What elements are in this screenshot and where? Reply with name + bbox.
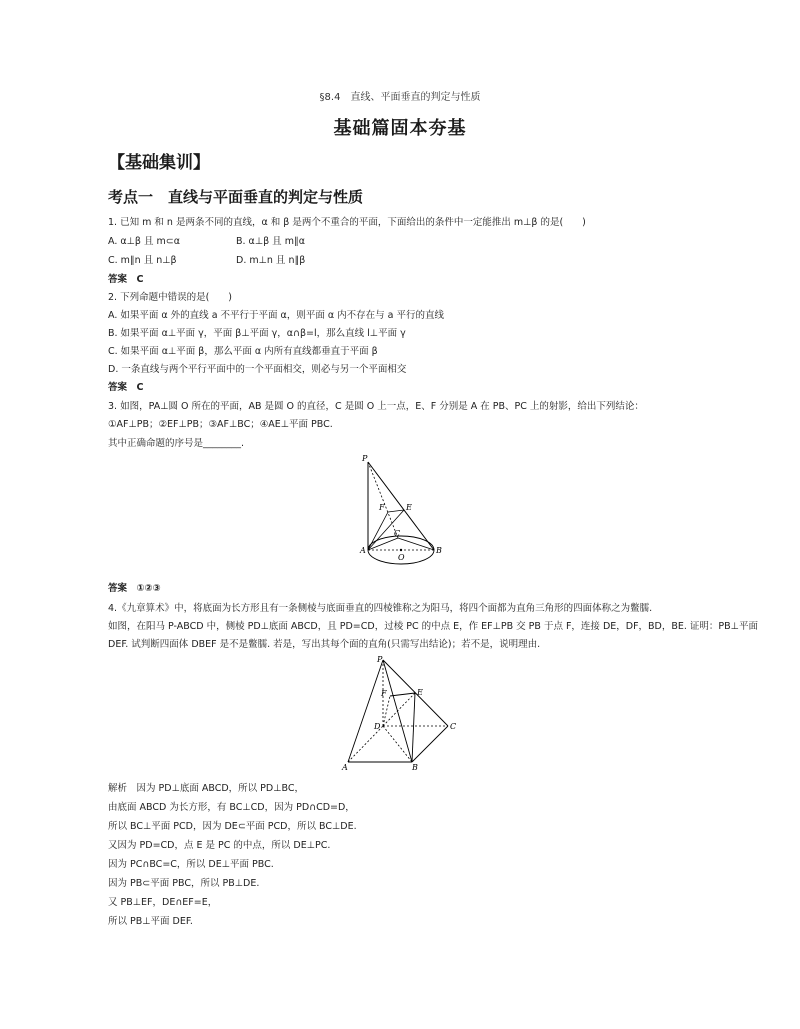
solution-line: 所以 BC⊥平面 PCD，因为 DE⊂平面 PCD，所以 BC⊥DE. [108,821,357,832]
q3-label-b: B [436,546,442,555]
q4-stem-line-1: 4.《九章算术》中，将底面为长方形且有一条侧棱与底面垂直的四棱锥称之为阳马，将四个面都为直角三角形的四面体称之为鳖臑. [108,603,653,614]
q1-answer: 答案 C [108,274,144,285]
q4-label-p: P [377,655,383,664]
q3-label-f: F [379,503,385,512]
q3-label-c: C [394,529,401,538]
solution-line: 解析 因为 PD⊥底面 ABCD，所以 PD⊥BC， [108,783,304,794]
q3-question: 其中正确命题的序号是________. [108,438,245,449]
solution-line: 所以 PB⊥平面 DEF. [108,916,193,927]
q3-label-e: E [406,503,412,512]
q4-label-a: A [342,763,348,772]
q3-conclusions: ①AF⊥PB；②EF⊥PB；③AF⊥BC；④AE⊥平面 PBC. [108,419,333,430]
q3-label-p: P [362,454,368,463]
q3-answer: 答案 ①②③ [108,583,161,594]
q2-answer: 答案 C [108,382,144,393]
q3-label-o: O [398,553,405,562]
q3-stem: 3. 如图，PA⊥圆 O 所在的平面，AB 是圆 O 的直径，C 是圆 O 上一点，E、F 分别是 A 在 PB、PC 上的射影，给出下列结论： [108,401,644,412]
topic-heading: 考点一 直线与平面垂直的判定与性质 [108,188,364,206]
q1-option-c: C. m∥n 且 n⊥β [108,255,177,266]
q4-label-d: D [374,722,381,731]
q2-option-d: D. 一条直线与两个平行平面中的一个平面相交，则必与另一个平面相交 [108,364,407,375]
q1-option-b: B. α⊥β 且 m∥α [236,236,305,247]
q2-option-b: B. 如果平面 α⊥平面 γ，平面 β⊥平面 γ，α∩β=l，那么直线 l⊥平面 γ [108,328,406,339]
solution-line: 因为 PB⊂平面 PBC，所以 PB⊥DE. [108,878,260,889]
q2-option-c: C. 如果平面 α⊥平面 β，那么平面 α 内所有直线都垂直于平面 β [108,346,378,357]
q2-option-a: A. 如果平面 α 外的直线 a 不平行于平面 α，则平面 α 内不存在与 a 平行的直线 [108,310,444,321]
q4-stem-line-2: 如图，在阳马 P-ABCD 中，侧棱 PD⊥底面 ABCD，且 PD=CD，过棱 PC 的中点 E，作 EF⊥PB 交 PB 于点 F，连接 DE，DF，BD，BE. 证明：PB⊥平面 [108,621,758,632]
q4-label-b: B [412,763,418,772]
q1-option-a: A. α⊥β 且 m⊂α [108,236,180,247]
q4-stem-line-3: DEF. 试判断四面体 DBEF 是不是鳖臑. 若是，写出其每个面的直角(只需写出结论)；若不是，说明理由. [108,639,541,650]
q3-cone-figure [350,452,450,574]
q2-stem: 2. 下列命题中错误的是( ) [108,292,232,303]
solution-line: 又 PB⊥EF，DE∩EF=E， [108,897,218,908]
solution-line: 又因为 PD=CD，点 E 是 PC 的中点，所以 DE⊥PC. [108,840,331,851]
q4-label-c: C [450,722,457,731]
page-title: 基础篇固本夯基 [333,118,467,139]
q3-label-a: A [360,546,366,555]
section-heading: §8.4 直线、平面垂直的判定与性质 [319,92,481,103]
basic-training-heading: 【基础集训】 [108,153,210,173]
q1-option-d: D. m⊥n 且 n∥β [236,255,306,266]
q4-label-f: F [381,689,387,698]
q4-label-e: E [417,688,423,697]
q1-stem: 1. 已知 m 和 n 是两条不同的直线，α 和 β 是两个不重合的平面，下面给出的条件中一定能推出 m⊥β 的是( ) [108,217,586,228]
q4-pyramid-figure [338,654,464,772]
solution-line: 由底面 ABCD 为长方形，有 BC⊥CD，因为 PD∩CD=D， [108,802,355,813]
solution-line: 因为 PC∩BC=C，所以 DE⊥平面 PBC. [108,859,274,870]
